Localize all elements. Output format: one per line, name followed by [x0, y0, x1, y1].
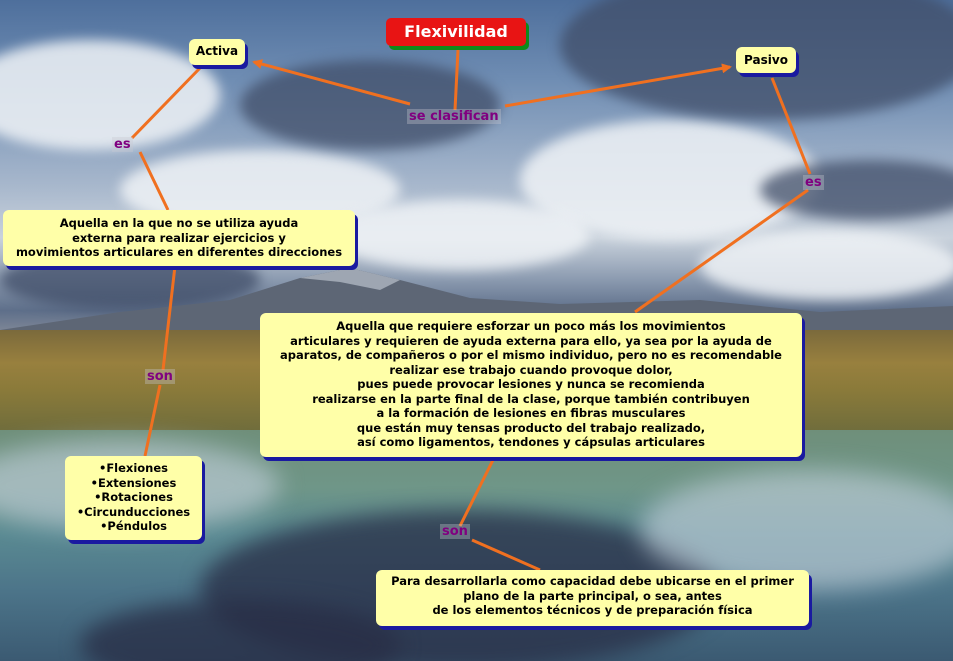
node-pasivo: Pasivo: [736, 47, 796, 73]
node-movement-list: •Flexiones •Extensiones •Rotaciones •Circunducciones •Péndulos: [65, 456, 202, 540]
line-activa-to-es: [132, 68, 200, 138]
line-title-to-clasifican: [455, 50, 458, 110]
node-activa-definition: Aquella en la que no se utiliza ayuda externa para realizar ejercicios y movimientos articulares en diferentes direcciones: [3, 210, 355, 266]
line-son-to-capacidad: [472, 540, 540, 570]
node-capacity-placement: Para desarrollarla como capacidad debe ubicarse en el primer plano de la parte principal, o sea, antes de los elementos técnicos y de preparación física: [376, 570, 809, 626]
link-es-pasivo: es: [805, 175, 822, 190]
line-clasifican-to-activa: [254, 62, 410, 104]
line-es-to-activa-def: [140, 152, 168, 210]
line-pasivo-def-to-son: [460, 460, 493, 526]
concept-title: Flexivilidad: [386, 18, 526, 46]
node-pasivo-definition: Aquella que requiere esforzar un poco más los movimientos articulares y requieren de ayuda externa para ello, ya sea por la ayuda de aparatos, de compañeros o por el mismo individuo, pero no es recomendable realizar ese trabajo cuando provoque dolor, pues puede provocar lesiones y nunca se recomienda realizarse en la parte final de la clase, porque también contribuyen a la formación de lesiones en fibras musculares que están muy tensas producto del trabajo realizado, así como ligamentos, tendones y cápsulas articulares: [260, 313, 802, 457]
line-son-to-movimientos: [145, 385, 160, 456]
line-clasifican-to-pasivo: [505, 67, 730, 106]
line-pasivo-to-es: [772, 78, 810, 174]
link-se-clasifican: se clasifican: [409, 109, 499, 124]
node-activa: Activa: [189, 39, 245, 65]
line-activa-def-to-son: [163, 266, 175, 370]
link-son-activa: son: [147, 369, 173, 384]
link-son-pasivo: son: [442, 524, 468, 539]
link-es-activa: es: [114, 137, 131, 152]
line-es-to-pasivo-def: [635, 190, 808, 312]
